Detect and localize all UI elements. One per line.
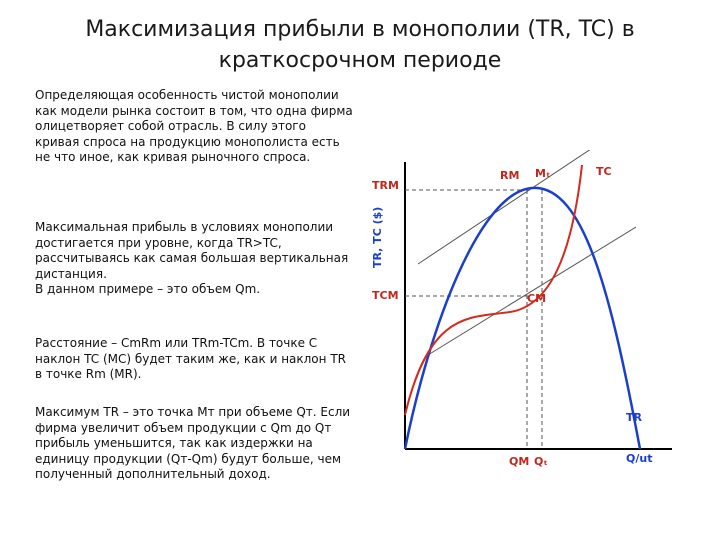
label-cm: CM [527, 292, 547, 305]
label-qm: QM [509, 455, 530, 468]
y-axis-label: TR, TC ($) [371, 206, 384, 268]
paragraph-distance: Расстояние – CmRm или TRm-TCm. В точке C наклон TC (MC) будет таким же, как и наклон TR в точке Rm (MR). [35, 336, 346, 382]
title-line-2: краткосрочном периоде [218, 48, 502, 73]
tr-curve [405, 188, 640, 449]
label-tr: TR [626, 411, 642, 424]
x-axis-label: Q/ut [626, 452, 653, 465]
paragraph-max-profit-example: В данном примере – это объем Qm. [35, 282, 261, 297]
slide-title [40, 14, 680, 76]
paragraph-max-tr: Максимум TR – это точка Mт при объеме Qт. Если фирма увеличит объем продукции с Qm до Qт прибыль уменьшится, так как издержки на единицу продукции (Qт-Qm) будут больше, чем полученный дополнительный доход. [35, 405, 351, 482]
label-qt: Qₜ [534, 455, 548, 468]
label-tcm: TCM [372, 289, 399, 302]
label-trm: TRM [372, 179, 399, 192]
label-mt: Mₜ [535, 167, 551, 180]
paragraph-max-profit-text: Максимальная прибыль в условиях монополии достигается при уровне, когда TR>TC, рассчитываясь как самая большая вертикальная дистанция. [35, 220, 349, 281]
label-tc: TC [596, 165, 612, 178]
paragraph-definition: Определяющая особенность чистой монополии как модели рынка состоит в том, что одна фирма олицетворяет собой отрасль. В силу этого кривая спроса на продукцию монополиста есть не что иное, как кривая рыночного спроса. [35, 88, 353, 165]
title-line-1: Максимизация прибыли в монополии (TR, TC) в [85, 17, 635, 42]
tc-curve [405, 165, 582, 415]
label-rm: RM [500, 169, 520, 182]
tr-tc-diagram [355, 150, 685, 475]
paragraph-max-profit [35, 220, 353, 298]
